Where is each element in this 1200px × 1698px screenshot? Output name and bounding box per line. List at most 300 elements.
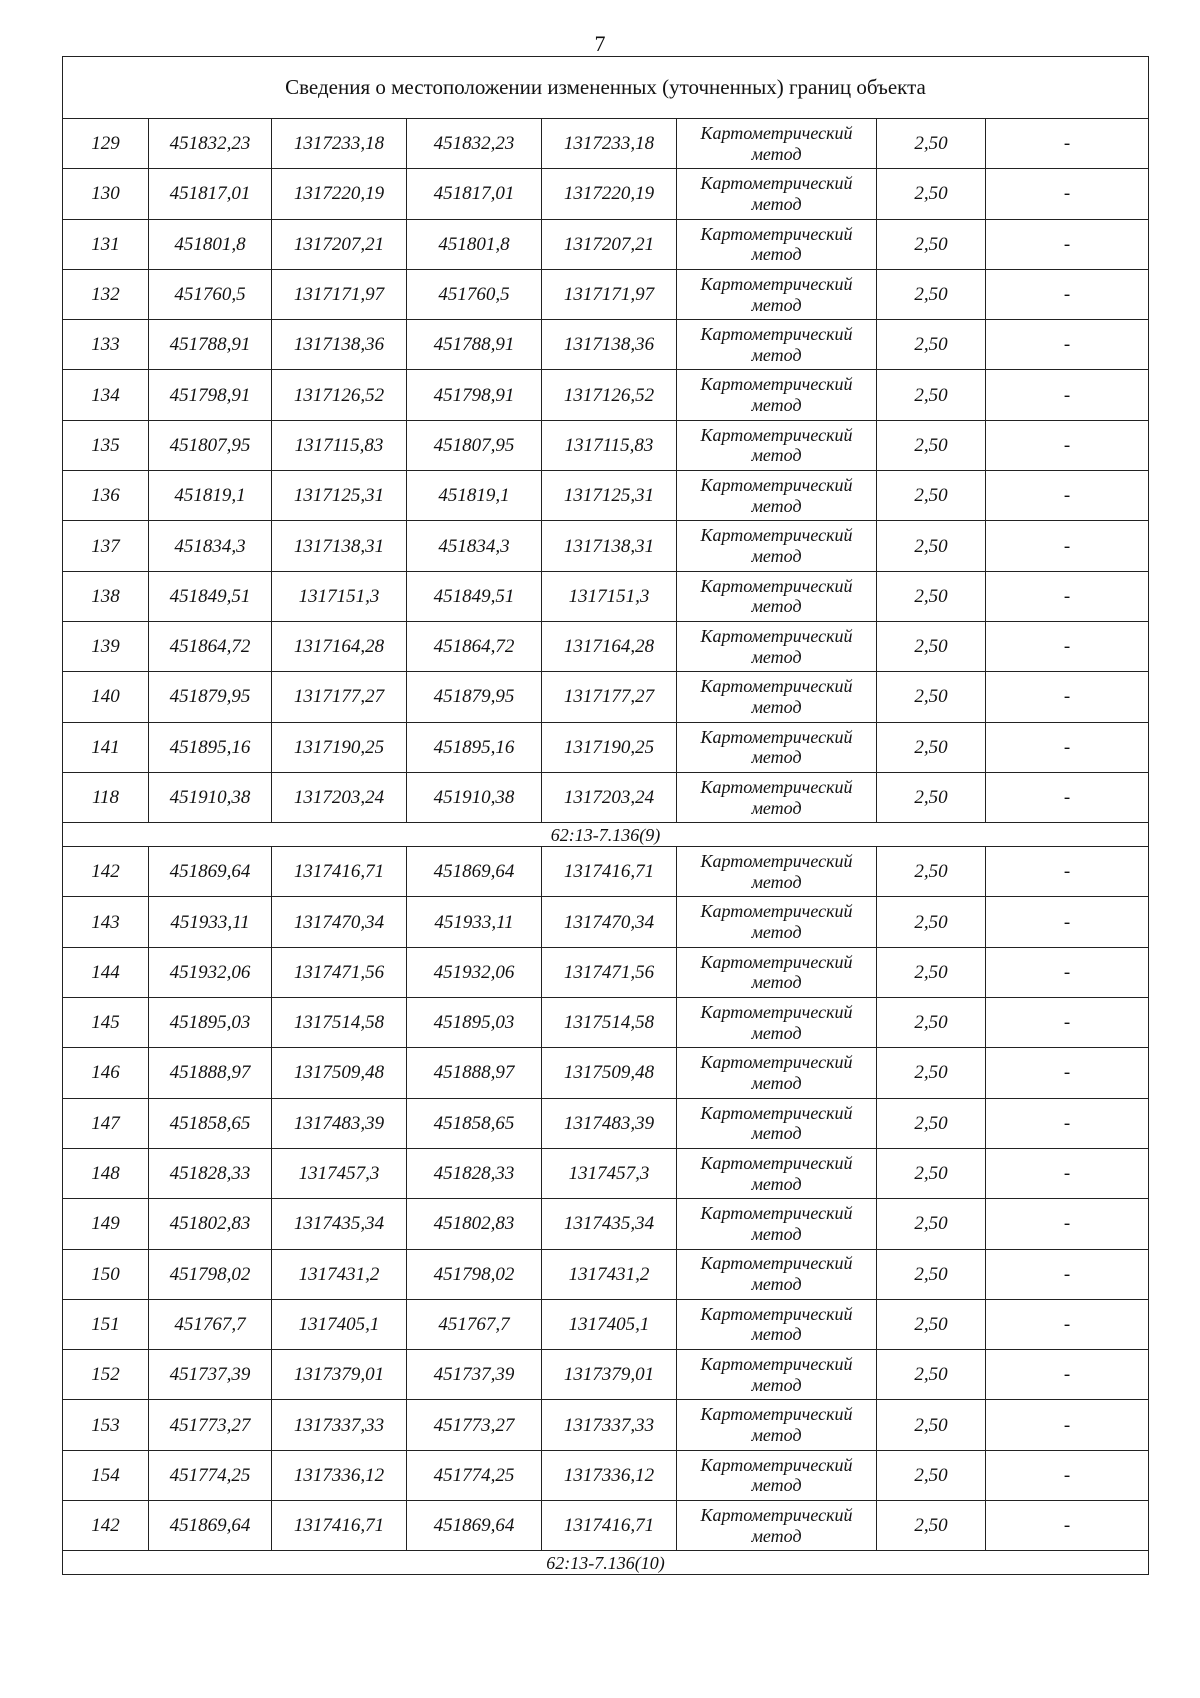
cell-method: [677, 1148, 877, 1198]
cell-accuracy: 2,50: [877, 471, 986, 521]
method-text-line: метод: [751, 294, 802, 315]
cell-point-number: 149: [63, 1199, 149, 1249]
table-row: [63, 998, 1149, 1048]
cell-method: [677, 320, 877, 370]
cell-description: -: [986, 471, 1149, 521]
cell-x-existing: 451819,1: [149, 471, 272, 521]
table-row: [63, 1350, 1149, 1400]
cell-method: [677, 119, 877, 169]
cell-accuracy: 2,50: [877, 269, 986, 319]
cell-accuracy: 2,50: [877, 722, 986, 772]
cell-x-existing: 451801,8: [149, 219, 272, 269]
table-row: [63, 1249, 1149, 1299]
cell-accuracy: 2,50: [877, 370, 986, 420]
cell-x-existing: 451895,03: [149, 998, 272, 1048]
method-text-line: метод: [751, 1274, 802, 1295]
method-text-line: Картометрический: [700, 1504, 853, 1525]
cell-description: -: [986, 1450, 1149, 1500]
cell-accuracy: 2,50: [877, 1400, 986, 1450]
method-text-line: Картометрический: [700, 324, 853, 345]
cell-point-number: 133: [63, 320, 149, 370]
cell-accuracy: 2,50: [877, 320, 986, 370]
cell-accuracy: 2,50: [877, 1249, 986, 1299]
cell-method: [677, 722, 877, 772]
cell-point-number: 129: [63, 119, 149, 169]
cell-description: -: [986, 119, 1149, 169]
cell-description: -: [986, 1098, 1149, 1148]
cell-y-new: 1317164,28: [542, 621, 677, 671]
cell-x-new: 451849,51: [407, 571, 542, 621]
cell-x-existing: 451788,91: [149, 320, 272, 370]
method-text-line: метод: [751, 1123, 802, 1144]
cell-y-new: 1317431,2: [542, 1249, 677, 1299]
cell-point-number: 153: [63, 1400, 149, 1450]
cell-method: [677, 1048, 877, 1098]
cell-y-existing: 1317151,3: [272, 571, 407, 621]
cell-x-existing: 451773,27: [149, 1400, 272, 1450]
cell-method: [677, 1350, 877, 1400]
method-text-line: Картометрический: [700, 424, 853, 445]
page-number: 7: [594, 31, 606, 56]
table-row: [63, 1148, 1149, 1198]
table-row: [63, 119, 1149, 169]
cell-method: [677, 571, 877, 621]
method-text-line: метод: [751, 1425, 802, 1446]
table-row: [63, 947, 1149, 997]
cell-point-number: 134: [63, 370, 149, 420]
table-row: [63, 772, 1149, 822]
cell-accuracy: 2,50: [877, 119, 986, 169]
cell-y-new: 1317203,24: [542, 772, 677, 822]
cell-point-number: 137: [63, 521, 149, 571]
cell-y-existing: 1317471,56: [272, 947, 407, 997]
cell-x-new: 451807,95: [407, 420, 542, 470]
cell-x-existing: 451834,3: [149, 521, 272, 571]
cell-method: [677, 772, 877, 822]
cell-x-existing: 451737,39: [149, 1350, 272, 1400]
cell-x-existing: 451869,64: [149, 847, 272, 897]
cell-y-existing: 1317457,3: [272, 1148, 407, 1198]
section-label: 62:13-7.136(9): [63, 823, 1149, 847]
cell-x-new: 451828,33: [407, 1148, 542, 1198]
method-text-line: Картометрический: [700, 1253, 853, 1274]
method-text-line: Картометрический: [700, 1303, 853, 1324]
cell-point-number: 130: [63, 169, 149, 219]
method-text-line: Картометрический: [700, 575, 853, 596]
cell-y-existing: 1317177,27: [272, 672, 407, 722]
table-body: [63, 57, 1149, 1575]
cell-accuracy: 2,50: [877, 672, 986, 722]
cell-y-new: 1317379,01: [542, 1350, 677, 1400]
table-row: [63, 1299, 1149, 1349]
cell-description: -: [986, 571, 1149, 621]
cell-y-new: 1317336,12: [542, 1450, 677, 1500]
table-row: [63, 1501, 1149, 1551]
cell-method: [677, 219, 877, 269]
cell-point-number: 135: [63, 420, 149, 470]
cell-description: -: [986, 847, 1149, 897]
cell-accuracy: 2,50: [877, 947, 986, 997]
cell-description: -: [986, 621, 1149, 671]
method-text-line: Картометрический: [700, 223, 853, 244]
cell-accuracy: 2,50: [877, 1350, 986, 1400]
cell-description: -: [986, 169, 1149, 219]
cell-description: -: [986, 320, 1149, 370]
method-text-line: метод: [751, 193, 802, 214]
method-text-line: Картометрический: [700, 625, 853, 646]
cell-x-new: 451910,38: [407, 772, 542, 822]
table-row: [63, 571, 1149, 621]
cell-accuracy: 2,50: [877, 897, 986, 947]
cell-x-existing: 451828,33: [149, 1148, 272, 1198]
cell-y-existing: 1317405,1: [272, 1299, 407, 1349]
cell-y-new: 1317190,25: [542, 722, 677, 772]
table-row: [63, 1098, 1149, 1148]
method-text-line: метод: [751, 1475, 802, 1496]
table-row: [63, 621, 1149, 671]
cell-method: [677, 1199, 877, 1249]
method-text-line: метод: [751, 972, 802, 993]
cell-accuracy: 2,50: [877, 1048, 986, 1098]
cell-y-new: 1317115,83: [542, 420, 677, 470]
cell-x-existing: 451767,7: [149, 1299, 272, 1349]
cell-x-new: 451773,27: [407, 1400, 542, 1450]
cell-accuracy: 2,50: [877, 772, 986, 822]
method-text-line: Картометрический: [700, 1354, 853, 1375]
cell-method: [677, 897, 877, 947]
cell-y-new: 1317220,19: [542, 169, 677, 219]
cell-y-existing: 1317126,52: [272, 370, 407, 420]
cell-method: [677, 1501, 877, 1551]
cell-method: [677, 847, 877, 897]
cell-point-number: 141: [63, 722, 149, 772]
cell-description: -: [986, 1350, 1149, 1400]
cell-method: [677, 269, 877, 319]
table-row: [63, 1400, 1149, 1450]
method-text-line: метод: [751, 596, 802, 617]
method-text-line: метод: [751, 646, 802, 667]
cell-description: -: [986, 897, 1149, 947]
cell-accuracy: 2,50: [877, 621, 986, 671]
cell-x-new: 451933,11: [407, 897, 542, 947]
cell-x-new: 451895,16: [407, 722, 542, 772]
cell-method: [677, 1299, 877, 1349]
cell-point-number: 136: [63, 471, 149, 521]
cell-y-existing: 1317336,12: [272, 1450, 407, 1500]
cell-x-existing: 451910,38: [149, 772, 272, 822]
cell-y-new: 1317177,27: [542, 672, 677, 722]
cell-y-new: 1317483,39: [542, 1098, 677, 1148]
cell-y-new: 1317138,36: [542, 320, 677, 370]
method-text-line: Картометрический: [700, 1052, 853, 1073]
cell-point-number: 131: [63, 219, 149, 269]
cell-point-number: 118: [63, 772, 149, 822]
cell-x-new: 451819,1: [407, 471, 542, 521]
cell-description: -: [986, 521, 1149, 571]
table-row: [63, 1048, 1149, 1098]
cell-description: -: [986, 1501, 1149, 1551]
cell-point-number: 152: [63, 1350, 149, 1400]
cell-accuracy: 2,50: [877, 1501, 986, 1551]
method-text-line: Картометрический: [700, 1404, 853, 1425]
cell-point-number: 147: [63, 1098, 149, 1148]
cell-method: [677, 1098, 877, 1148]
method-text-line: Картометрический: [700, 1454, 853, 1475]
cell-accuracy: 2,50: [877, 521, 986, 571]
method-text-line: метод: [751, 1173, 802, 1194]
cell-point-number: 139: [63, 621, 149, 671]
cell-y-existing: 1317207,21: [272, 219, 407, 269]
cell-description: -: [986, 1249, 1149, 1299]
cell-point-number: 151: [63, 1299, 149, 1349]
cell-y-new: 1317233,18: [542, 119, 677, 169]
cell-method: [677, 370, 877, 420]
cell-accuracy: 2,50: [877, 219, 986, 269]
method-text-line: Картометрический: [700, 525, 853, 546]
cell-x-existing: 451895,16: [149, 722, 272, 772]
cell-method: [677, 621, 877, 671]
cell-description: -: [986, 1199, 1149, 1249]
cell-y-existing: 1317138,36: [272, 320, 407, 370]
method-text-line: метод: [751, 546, 802, 567]
method-text-line: Картометрический: [700, 676, 853, 697]
table-row: [63, 269, 1149, 319]
method-text-line: Картометрический: [700, 475, 853, 496]
cell-accuracy: 2,50: [877, 1199, 986, 1249]
cell-x-existing: 451774,25: [149, 1450, 272, 1500]
cell-y-existing: 1317337,33: [272, 1400, 407, 1450]
method-text-line: Картометрический: [700, 1002, 853, 1022]
boundary-coordinates-table: [62, 56, 1149, 1575]
cell-point-number: 154: [63, 1450, 149, 1500]
cell-method: [677, 471, 877, 521]
cell-method: [677, 947, 877, 997]
cell-description: -: [986, 998, 1149, 1048]
table-row: [63, 420, 1149, 470]
table-row: [63, 471, 1149, 521]
method-text-line: Картометрический: [700, 173, 853, 194]
cell-description: -: [986, 772, 1149, 822]
cell-y-new: 1317470,34: [542, 897, 677, 947]
cell-description: -: [986, 1048, 1149, 1098]
table-row: [63, 219, 1149, 269]
method-text-line: метод: [751, 445, 802, 466]
cell-y-existing: 1317416,71: [272, 847, 407, 897]
cell-point-number: 146: [63, 1048, 149, 1098]
method-text-line: метод: [751, 797, 802, 818]
cell-point-number: 138: [63, 571, 149, 621]
cell-x-new: 451869,64: [407, 847, 542, 897]
cell-accuracy: 2,50: [877, 998, 986, 1048]
table-row: [63, 897, 1149, 947]
table-row: [63, 521, 1149, 571]
cell-description: -: [986, 672, 1149, 722]
method-text-line: Картометрический: [700, 851, 853, 872]
section-label-row: [63, 823, 1149, 847]
cell-x-existing: 451798,02: [149, 1249, 272, 1299]
cell-x-new: 451767,7: [407, 1299, 542, 1349]
cell-point-number: 148: [63, 1148, 149, 1198]
cell-y-new: 1317435,34: [542, 1199, 677, 1249]
cell-method: [677, 1450, 877, 1500]
cell-y-new: 1317416,71: [542, 847, 677, 897]
cell-method: [677, 998, 877, 1048]
cell-point-number: 140: [63, 672, 149, 722]
cell-y-existing: 1317125,31: [272, 471, 407, 521]
method-text-line: Картометрический: [700, 776, 853, 797]
method-text-line: Картометрический: [700, 951, 853, 972]
method-text-line: метод: [751, 1525, 802, 1546]
cell-y-new: 1317471,56: [542, 947, 677, 997]
cell-accuracy: 2,50: [877, 1148, 986, 1198]
cell-description: -: [986, 219, 1149, 269]
cell-point-number: 144: [63, 947, 149, 997]
cell-y-new: 1317151,3: [542, 571, 677, 621]
table-row: [63, 1450, 1149, 1500]
method-text-line: метод: [751, 922, 802, 943]
cell-y-new: 1317138,31: [542, 521, 677, 571]
method-text-line: Картометрический: [700, 1203, 853, 1224]
cell-description: -: [986, 370, 1149, 420]
cell-description: -: [986, 947, 1149, 997]
cell-accuracy: 2,50: [877, 1299, 986, 1349]
cell-x-existing: 451807,95: [149, 420, 272, 470]
method-text-line: Картометрический: [700, 122, 853, 143]
cell-x-new: 451832,23: [407, 119, 542, 169]
method-text-line: метод: [751, 244, 802, 265]
cell-y-new: 1317416,71: [542, 1501, 677, 1551]
cell-x-new: 451798,91: [407, 370, 542, 420]
cell-x-existing: 451879,95: [149, 672, 272, 722]
method-text-line: метод: [751, 1072, 802, 1093]
cell-accuracy: 2,50: [877, 1450, 986, 1500]
cell-x-new: 451864,72: [407, 621, 542, 671]
cell-x-new: 451802,83: [407, 1199, 542, 1249]
cell-y-existing: 1317431,2: [272, 1249, 407, 1299]
method-text-line: метод: [751, 344, 802, 365]
cell-x-existing: 451858,65: [149, 1098, 272, 1148]
cell-x-new: 451858,65: [407, 1098, 542, 1148]
cell-point-number: 132: [63, 269, 149, 319]
cell-method: [677, 420, 877, 470]
cell-y-existing: 1317190,25: [272, 722, 407, 772]
cell-point-number: 145: [63, 998, 149, 1048]
cell-x-existing: 451933,11: [149, 897, 272, 947]
cell-point-number: 150: [63, 1249, 149, 1299]
cell-description: -: [986, 1299, 1149, 1349]
table-title-row: [63, 57, 1149, 119]
cell-accuracy: 2,50: [877, 1098, 986, 1148]
table-row: [63, 169, 1149, 219]
cell-y-new: 1317126,52: [542, 370, 677, 420]
cell-y-new: 1317457,3: [542, 1148, 677, 1198]
cell-point-number: 143: [63, 897, 149, 947]
cell-y-existing: 1317379,01: [272, 1350, 407, 1400]
cell-method: [677, 1249, 877, 1299]
cell-y-existing: 1317115,83: [272, 420, 407, 470]
cell-x-existing: 451760,5: [149, 269, 272, 319]
cell-y-new: 1317207,21: [542, 219, 677, 269]
method-text-line: метод: [751, 1223, 802, 1244]
method-text-line: Картометрический: [700, 1152, 853, 1173]
cell-x-new: 451879,95: [407, 672, 542, 722]
cell-x-new: 451895,03: [407, 998, 542, 1048]
method-text-line: метод: [751, 1022, 802, 1043]
section-label: 62:13-7.136(10): [63, 1551, 1149, 1575]
method-text-line: Картометрический: [700, 726, 853, 747]
cell-x-existing: 451832,23: [149, 119, 272, 169]
cell-accuracy: 2,50: [877, 847, 986, 897]
cell-y-new: 1317514,58: [542, 998, 677, 1048]
cell-y-new: 1317509,48: [542, 1048, 677, 1098]
table-row: [63, 847, 1149, 897]
cell-y-existing: 1317220,19: [272, 169, 407, 219]
method-text-line: Картометрический: [700, 374, 853, 395]
method-text-line: Картометрический: [700, 1102, 853, 1123]
cell-x-new: 451869,64: [407, 1501, 542, 1551]
cell-point-number: 142: [63, 847, 149, 897]
cell-y-existing: 1317138,31: [272, 521, 407, 571]
cell-x-existing: 451888,97: [149, 1048, 272, 1098]
cell-x-new: 451932,06: [407, 947, 542, 997]
cell-method: [677, 169, 877, 219]
method-text-line: метод: [751, 696, 802, 717]
cell-y-existing: 1317171,97: [272, 269, 407, 319]
cell-y-existing: 1317514,58: [272, 998, 407, 1048]
method-text-line: метод: [751, 143, 802, 164]
cell-accuracy: 2,50: [877, 420, 986, 470]
cell-y-new: 1317125,31: [542, 471, 677, 521]
method-text-line: метод: [751, 495, 802, 516]
table-row: [63, 370, 1149, 420]
method-text-line: метод: [751, 871, 802, 892]
cell-x-existing: 451817,01: [149, 169, 272, 219]
cell-x-new: 451798,02: [407, 1249, 542, 1299]
table-title: Сведения о местоположении измененных (уточненных) границ объекта: [63, 57, 1149, 119]
cell-y-existing: 1317233,18: [272, 119, 407, 169]
cell-description: -: [986, 1400, 1149, 1450]
cell-description: -: [986, 722, 1149, 772]
cell-y-existing: 1317435,34: [272, 1199, 407, 1249]
cell-x-existing: 451869,64: [149, 1501, 272, 1551]
method-text-line: метод: [751, 747, 802, 768]
cell-y-new: 1317337,33: [542, 1400, 677, 1450]
cell-description: -: [986, 1148, 1149, 1198]
cell-y-new: 1317171,97: [542, 269, 677, 319]
table-row: [63, 1199, 1149, 1249]
table-row: [63, 320, 1149, 370]
cell-x-new: 451774,25: [407, 1450, 542, 1500]
cell-x-new: 451801,8: [407, 219, 542, 269]
cell-x-new: 451888,97: [407, 1048, 542, 1098]
cell-x-existing: 451849,51: [149, 571, 272, 621]
cell-y-existing: 1317470,34: [272, 897, 407, 947]
cell-x-existing: 451864,72: [149, 621, 272, 671]
cell-y-existing: 1317164,28: [272, 621, 407, 671]
cell-x-existing: 451802,83: [149, 1199, 272, 1249]
cell-method: [677, 672, 877, 722]
table-row: [63, 722, 1149, 772]
cell-accuracy: 2,50: [877, 169, 986, 219]
method-text-line: метод: [751, 1374, 802, 1395]
cell-y-existing: 1317509,48: [272, 1048, 407, 1098]
cell-method: [677, 1400, 877, 1450]
cell-y-new: 1317405,1: [542, 1299, 677, 1349]
table-row: [63, 672, 1149, 722]
cell-method: [677, 521, 877, 571]
cell-point-number: 142: [63, 1501, 149, 1551]
method-text-line: метод: [751, 1324, 802, 1345]
